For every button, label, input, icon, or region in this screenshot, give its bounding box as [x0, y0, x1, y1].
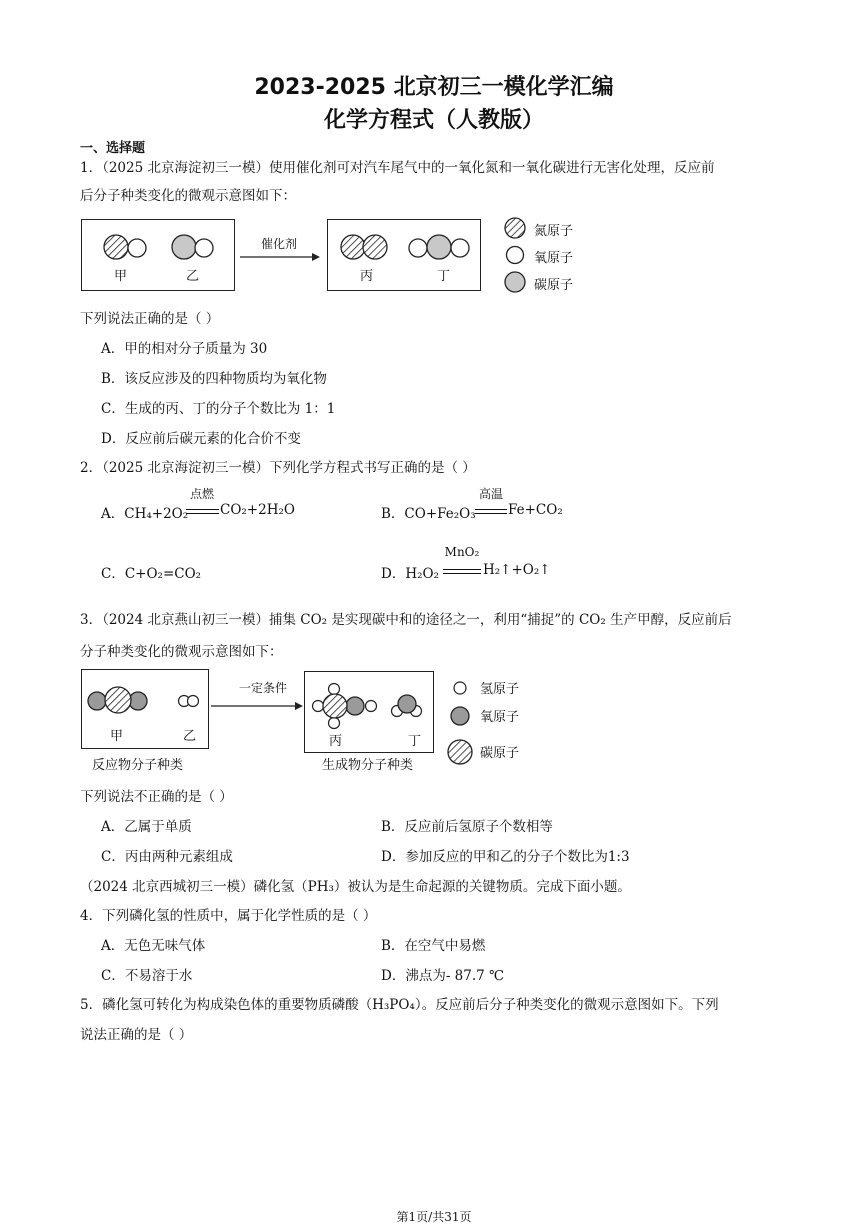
- q2-option-d-left: D．H₂O₂: [381, 566, 439, 582]
- q1-label-ding: 丁: [437, 269, 451, 284]
- q1-product-molecules: [327, 219, 481, 291]
- q3-legend-hydrogen: 氢原子: [480, 682, 520, 697]
- q1-reaction-arrow: [240, 252, 320, 262]
- q1-option-b: B．该反应涉及的四种物质均为氧化物: [101, 371, 327, 387]
- q1-legend-oxygen: 氧原子: [534, 251, 574, 266]
- q2-option-a-left: A．CH₄+2O₂: [101, 506, 189, 522]
- q2-option-b-right: Fe+CO₂: [508, 502, 563, 518]
- doc-subtitle: 化学方程式（人教版）: [323, 108, 544, 133]
- q3-arrow-condition: 一定条件: [238, 681, 287, 695]
- q4-option-d: D．沸点为- 87.7 ℃: [381, 968, 505, 984]
- q1-label-yi: 乙: [186, 269, 200, 284]
- q4-stem: 4．下列磷化氢的性质中，属于化学性质的是（ ）: [80, 908, 377, 924]
- q3-stem-line1: 3．（2024 北京燕山初三一模）捕集 CO₂ 是实现碳中和的途径之一，利用“捕捉”的 CO₂ 生产甲醇，反应前后: [80, 612, 732, 628]
- q1-legend-carbon: 碳原子: [534, 278, 574, 293]
- q1-option-d: D．反应前后碳元素的化合价不变: [101, 431, 301, 447]
- q1-reactant-molecules: [81, 219, 235, 291]
- q4-option-c: C．不易溶于水: [101, 968, 193, 984]
- q1-option-a: A．甲的相对分子质量为 30: [101, 341, 268, 357]
- q1-arrow-condition: 催化剂: [260, 237, 297, 251]
- q1-stem-line2: 后分子种类变化的微观示意图如下：: [80, 188, 296, 204]
- q2-option-c: C．C+O₂=CO₂: [101, 566, 202, 582]
- q1-label-bing: 丙: [360, 269, 374, 284]
- q2-option-d-condition: MnO₂: [444, 545, 480, 559]
- q3-label-jia: 甲: [110, 729, 124, 744]
- q3-label-yi: 乙: [183, 729, 197, 744]
- q3-caption-products: 生成物分子种类: [322, 758, 414, 773]
- q2-option-a-right: CO₂+2H₂O: [220, 502, 295, 518]
- q1-option-c: C．生成的丙、丁的分子个数比为 1：1: [101, 401, 336, 417]
- q3-prompt: 下列说法不正确的是（ ）: [80, 789, 233, 805]
- q2-option-b-left: B．CO+Fe₂O₃: [381, 506, 476, 522]
- q1-legend-symbols: [503, 216, 529, 296]
- doc-title: 2023-2025 北京初三一模化学汇编: [254, 75, 614, 100]
- q4-5-intro: （2024 北京西城初三一模）磷化氢（PH₃）被认为是生命起源的关键物质。完成下面小题。: [80, 879, 631, 895]
- q3-legend-carbon: 碳原子: [480, 746, 520, 761]
- q3-stem-line2: 分子种类变化的微观示意图如下：: [80, 644, 283, 660]
- q4-option-b: B．在空气中易燃: [381, 938, 486, 954]
- q3-label-ding: 丁: [408, 734, 422, 749]
- q3-caption-reactants: 反应物分子种类: [92, 758, 184, 773]
- q4-option-a: A．无色无味气体: [101, 938, 206, 954]
- q2-option-b-equals: [475, 509, 507, 514]
- q3-label-bing: 丙: [329, 734, 343, 749]
- q1-prompt: 下列说法正确的是（ ）: [80, 311, 220, 327]
- q5-stem-line1: 5．磷化氢可转化为构成染色体的重要物质磷酸（H₃PO₄）。反应前后分子种类变化的微观示意图如下。下列: [80, 997, 719, 1013]
- q1-label-jia: 甲: [114, 269, 128, 284]
- q2-option-a-condition: 点燃: [189, 487, 214, 501]
- q5-stem-line2: 说法正确的是（ ）: [80, 1027, 193, 1043]
- q1-stem-line1: 1．（2025 北京海淀初三一模）使用催化剂可对汽车尾气中的一氧化氮和一氧化碳进行无害化处理，反应前: [80, 160, 715, 176]
- q3-option-b: B．反应前后氢原子个数相等: [381, 819, 553, 835]
- page-footer: 第1页/共31页: [396, 1210, 472, 1224]
- q2-option-b-condition: 高温: [478, 487, 503, 501]
- q3-legend-oxygen: 氧原子: [480, 710, 520, 725]
- q2-option-d-right: H₂↑+O₂↑: [483, 562, 551, 578]
- q3-reaction-arrow: [211, 701, 303, 711]
- q1-legend-nitrogen: 氮原子: [534, 224, 574, 239]
- section-heading: 一、选择题: [80, 141, 146, 156]
- q3-option-d: D．参加反应的甲和乙的分子个数比为1:3: [381, 849, 630, 865]
- q3-option-c: C．丙由两种元素组成: [101, 849, 233, 865]
- q3-legend-symbols: [447, 676, 477, 768]
- q2-option-a-equals: [186, 509, 219, 514]
- q2-option-d-equals: [443, 569, 481, 574]
- q2-stem: 2．（2025 北京海淀初三一模）下列化学方程式书写正确的是（ ）: [80, 460, 476, 476]
- q3-option-a: A．乙属于单质: [101, 819, 192, 835]
